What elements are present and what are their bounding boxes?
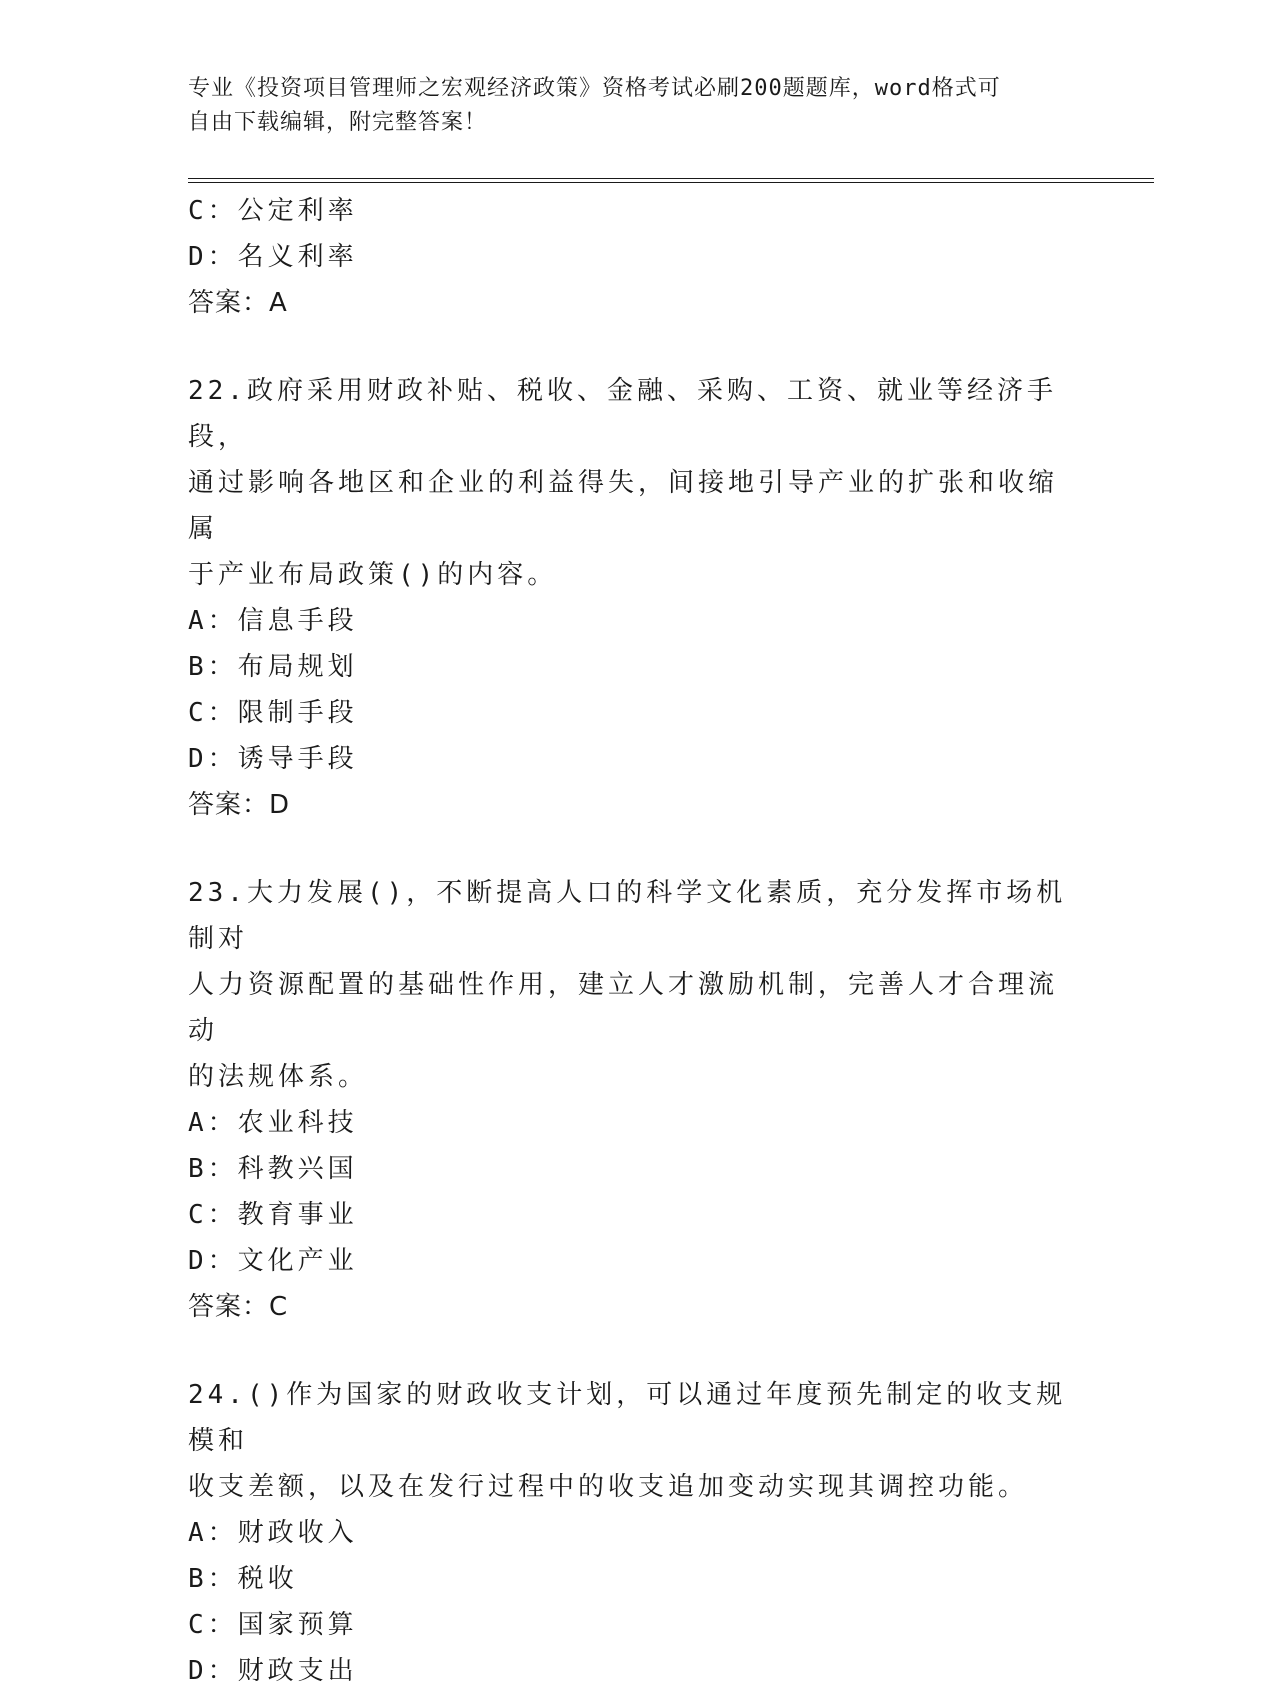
option-a: A：财政收入 bbox=[188, 1518, 358, 1548]
option-a: A：信息手段 bbox=[188, 606, 358, 636]
option-d: D：诱导手段 bbox=[188, 744, 358, 774]
option-a: A：农业科技 bbox=[188, 1108, 358, 1138]
question-stem-line: 人力资源配置的基础性作用，建立人才激励机制，完善人才合理流动 bbox=[188, 970, 1059, 1046]
option-c: C：教育事业 bbox=[188, 1200, 358, 1230]
option-c: C：国家预算 bbox=[188, 1610, 358, 1640]
question-22 bbox=[188, 368, 1068, 828]
option-b: B：布局规划 bbox=[188, 652, 358, 682]
answer: 答案：D bbox=[188, 790, 291, 820]
option-d: D：名义利率 bbox=[188, 242, 358, 272]
header-line-2: 自由下载编辑，附完整答案！ bbox=[188, 110, 488, 135]
question-list bbox=[188, 188, 1068, 1694]
question-stem-line: 24.()作为国家的财政收支计划，可以通过年度预先制定的收支规模和 bbox=[188, 1380, 1067, 1456]
option-b: B：税收 bbox=[188, 1564, 298, 1594]
question-23 bbox=[188, 870, 1068, 1330]
question-stem-line: 于产业布局政策()的内容。 bbox=[188, 560, 558, 590]
answer: 答案：C bbox=[188, 1292, 289, 1322]
question-24 bbox=[188, 1372, 1068, 1694]
document-header bbox=[188, 72, 1068, 140]
header-line-1: 专业《投资项目管理师之宏观经济政策》资格考试必刷200题题库，word格式可 bbox=[188, 76, 1001, 101]
question-stem-line: 23.大力发展()，不断提高人口的科学文化素质，充分发挥市场机制对 bbox=[188, 878, 1067, 954]
question-stem-line: 收支差额，以及在发行过程中的收支追加变动实现其调控功能。 bbox=[188, 1472, 1029, 1502]
option-c: C：公定利率 bbox=[188, 196, 358, 226]
question-stem-line: 22.政府采用财政补贴、税收、金融、采购、工资、就业等经济手段， bbox=[188, 376, 1057, 452]
header-divider-top bbox=[188, 178, 1154, 179]
question-21-continued bbox=[188, 188, 1068, 326]
question-stem-line: 通过影响各地区和企业的利益得失，间接地引导产业的扩张和收缩属 bbox=[188, 468, 1059, 544]
option-d: D：文化产业 bbox=[188, 1246, 358, 1276]
option-c: C：限制手段 bbox=[188, 698, 358, 728]
header-divider-bottom bbox=[188, 182, 1154, 183]
option-b: B：科教兴国 bbox=[188, 1154, 358, 1184]
answer: 答案：A bbox=[188, 288, 288, 318]
option-d: D：财政支出 bbox=[188, 1656, 358, 1686]
question-stem-line: 的法规体系。 bbox=[188, 1062, 369, 1092]
